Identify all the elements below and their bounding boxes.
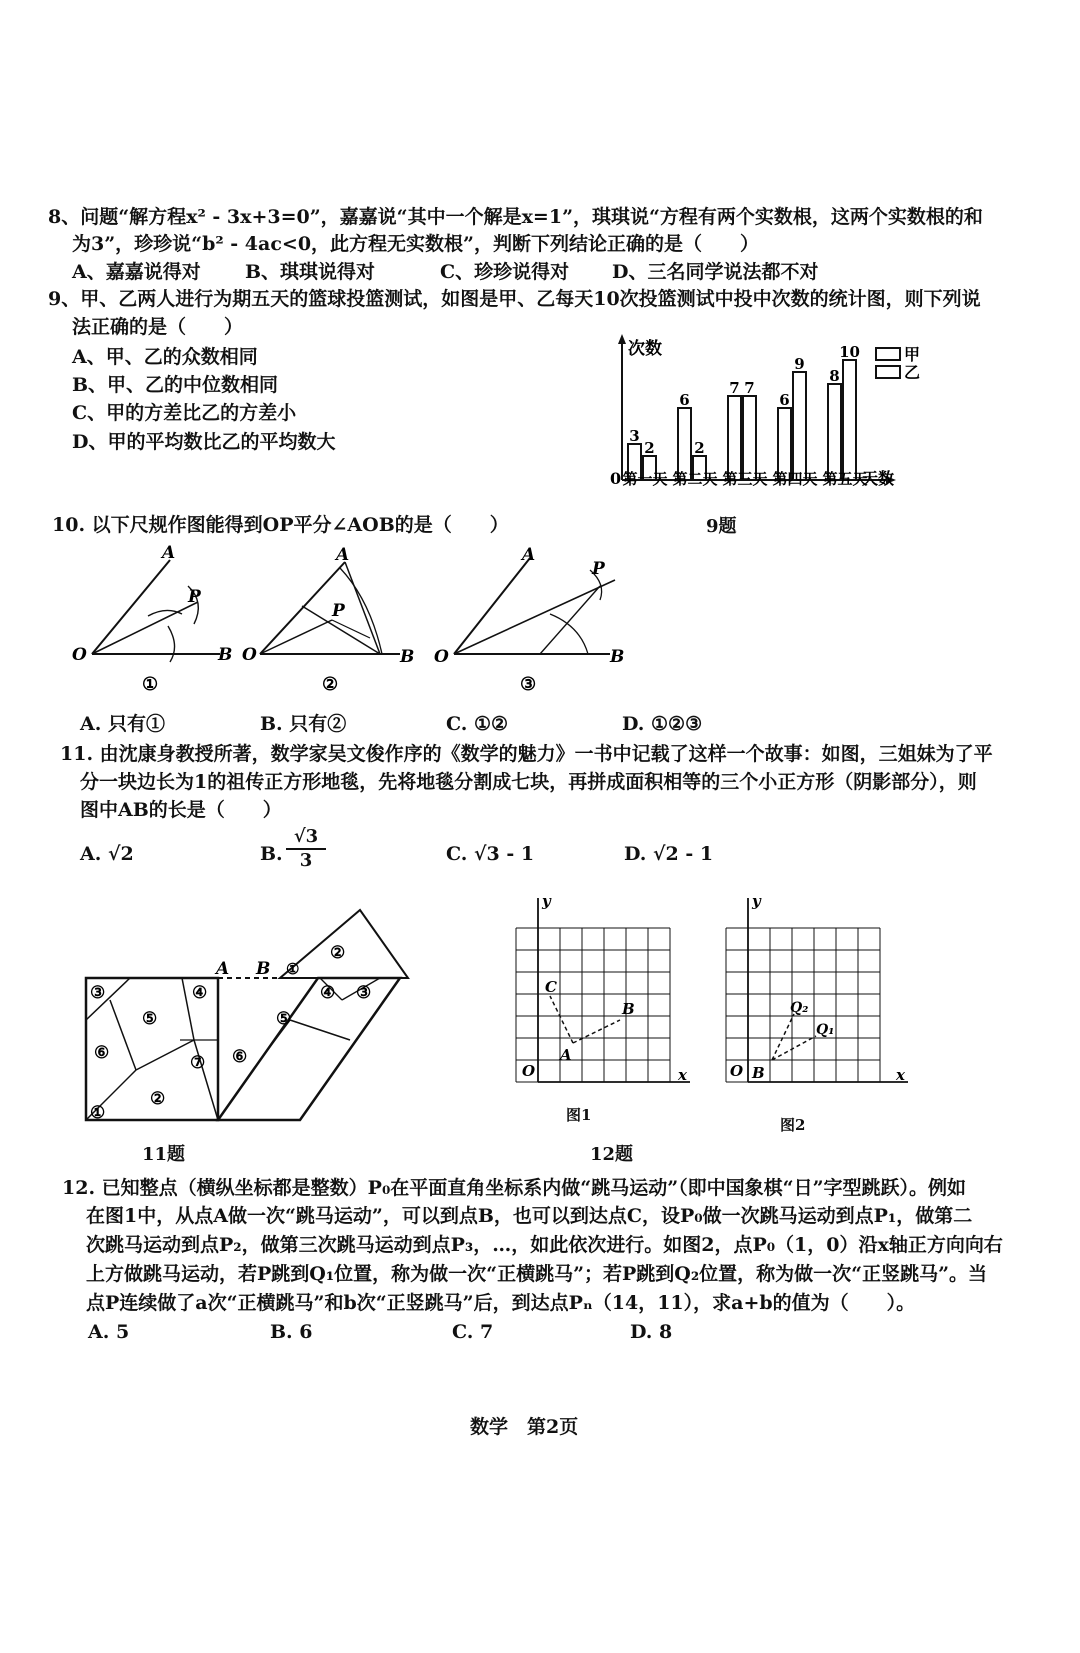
q12-f1-y: y — [542, 892, 551, 910]
q11-caption: 11题 — [142, 1144, 186, 1165]
q12-f2-O: O — [730, 1062, 744, 1080]
q11-option-d: D. √2 - 1 — [624, 843, 714, 865]
q11-figure — [80, 900, 420, 1130]
q10-f2-num: ② — [322, 674, 339, 695]
q12-f2-y: y — [752, 892, 761, 910]
bar-label-乙-5: 10 — [839, 343, 860, 361]
bar-label-乙-3: 7 — [744, 379, 755, 397]
q12-f2-B: B — [752, 1064, 765, 1082]
q10-f2-O: O — [242, 645, 257, 665]
q12-option-b: B. 6 — [270, 1321, 313, 1343]
q11-piece-7: ⑦ — [190, 1053, 206, 1073]
q11-piece-5a: ⑤ — [142, 1009, 158, 1029]
q10-option-a: A. 只有① — [80, 713, 165, 735]
bar-乙-3 — [743, 396, 756, 480]
q12-f1-A: A — [560, 1046, 572, 1064]
page-footer: 数学 第2页 — [470, 1416, 579, 1438]
q10-f1-A: A — [162, 543, 176, 563]
bar-甲-3 — [728, 396, 741, 480]
tick-label-5: 第五天 — [822, 470, 868, 488]
q12-line1: 12. 已知整点（横纵坐标都是整数）P₀在平面直角坐标系内做“跳马运动”（即中国象棋“日”字型跳跃）。例如 — [62, 1177, 966, 1199]
q9-caption: 9题 — [706, 516, 737, 537]
q11-piece-6a: ⑥ — [94, 1043, 110, 1063]
legend-swatch-甲 — [876, 348, 900, 360]
q10-f3-O: O — [434, 647, 449, 667]
bar-label-乙-2: 2 — [694, 439, 705, 457]
q12-f1-O: O — [522, 1062, 536, 1080]
q9-option-d: D、甲的平均数比乙的平均数大 — [72, 431, 336, 453]
q8-option-d: D、三名同学说法都不对 — [612, 261, 819, 283]
q10-option-c: C. ①② — [446, 713, 509, 735]
q12-f1-B: B — [622, 1000, 635, 1018]
q10-figures — [70, 540, 670, 700]
q8-line1: 8、问题“解方程x² - 3x+3=0”，嘉嘉说“其中一个解是x=1”，琪琪说“方程有两个实数根，这两个实数根的和 — [48, 206, 983, 228]
q11-line2: 分一块边长为1的祖传正方形地毯，先将地毯分割成七块，再拼成面积相等的三个小正方形（阴影部分），则 — [80, 771, 977, 793]
q12-caption: 12题 — [590, 1144, 634, 1165]
q12-line4: 上方做跳马运动，若P跳到Q₁位置，称为做一次“正横跳马”；若P跳到Q₂位置，称为做一次“正竖跳马”。当 — [86, 1263, 988, 1285]
q10-figure-2 — [242, 545, 414, 695]
q12-line2: 在图1中，从点A做一次“跳马运动”，可以到点B，也可以到达点C，设P₀做一次跳马运动到点P₁，做第二 — [86, 1205, 973, 1227]
q12-fig1-caption: 图1 — [566, 1106, 592, 1124]
chart-origin: 0 — [610, 469, 622, 488]
q11-option-c: C. √3 - 1 — [446, 843, 535, 865]
q10-f3-A: A — [522, 545, 536, 565]
q11-option-a: A. √2 — [80, 843, 134, 865]
bar-label-甲-2: 6 — [679, 391, 690, 409]
q10-f1-B: B — [218, 645, 233, 665]
q12-f1-x: x — [678, 1066, 687, 1084]
q10-f1-O: O — [72, 645, 87, 665]
chart-y-arrow — [618, 334, 626, 344]
q12-option-a: A. 5 — [88, 1321, 130, 1343]
q8-option-c: C、珍珍说得对 — [440, 261, 570, 283]
tick-label-3: 第三天 — [722, 470, 768, 488]
q11-line1: 11. 由沈康身教授所著，数学家吴文俊作序的《数学的魅力》一书中记载了这样一个故事：如图，三姐妹为了平 — [60, 743, 993, 765]
q11-piece-5b: ⑤ — [276, 1009, 292, 1029]
q11-line3: 图中AB的长是（ ） — [80, 799, 282, 821]
bar-label-甲-3: 7 — [729, 379, 740, 397]
q12-option-c: C. 7 — [452, 1321, 494, 1343]
q12-f2-Q2: Q₂ — [790, 1000, 809, 1016]
q10-figure-1 — [72, 543, 232, 695]
q9-option-b: B、甲、乙的中位数相同 — [72, 374, 279, 396]
chart-ylabel: 次数 — [628, 339, 662, 359]
q11-piece-2b: ② — [330, 943, 346, 963]
q10-figure-3 — [434, 545, 624, 695]
q10-f2-B: B — [400, 647, 415, 667]
bar-label-甲-5: 8 — [829, 367, 840, 385]
q8-option-a: A、嘉嘉说得对 — [72, 261, 201, 283]
q10-f1-P: P — [188, 587, 201, 607]
q11-label-A: A — [216, 959, 230, 979]
q11-piece-4b: ④ — [320, 983, 336, 1003]
q12-f2-Q1: Q₁ — [816, 1022, 835, 1038]
q11-piece-6b: ⑥ — [232, 1047, 248, 1067]
bar-label-乙-1: 2 — [644, 439, 655, 457]
chart-xlabel: 天数 — [862, 469, 895, 488]
q10-f3-P: P — [592, 559, 605, 579]
legend-label-甲: 甲 — [904, 345, 921, 364]
bar-乙-5 — [843, 360, 856, 480]
q12-line3: 次跳马运动到点P₂，做第三次跳马运动到点P₃，…，如此依次进行。如图2，点P₀（1，0）沿x轴正方向向右 — [86, 1234, 1003, 1256]
q9-option-c: C、甲的方差比乙的方差小 — [72, 402, 297, 424]
bar-乙-4 — [793, 372, 806, 480]
q10-f1-num: ① — [142, 674, 159, 695]
legend-swatch-乙 — [876, 366, 900, 378]
bar-label-甲-1: 3 — [629, 427, 640, 445]
q9-bar-chart — [600, 330, 930, 500]
q12-figures — [490, 890, 940, 1140]
q12-figure-1-grid — [516, 928, 670, 1082]
q10-f2-A: A — [336, 545, 350, 565]
q11-piece-1b: ① — [286, 960, 300, 978]
q9-line1: 9、甲、乙两人进行为期五天的篮球投篮测试，如图是甲、乙每天10次投篮测试中投中次数的统计图，则下列说 — [48, 288, 981, 310]
q12-fig2-caption: 图2 — [780, 1116, 806, 1134]
q11-piece-2a: ② — [150, 1089, 166, 1109]
q11-piece-1a: ① — [90, 1103, 106, 1123]
q10-option-b: B. 只有② — [260, 713, 347, 735]
q8-option-b: B、琪琪说得对 — [245, 261, 376, 283]
q11-piece-3a: ③ — [90, 983, 106, 1003]
q10-f3-num: ③ — [520, 674, 537, 695]
q10-stem: 10. 以下尺规作图能得到OP平分∠AOB的是（ ） — [52, 514, 509, 536]
q11-piece-4a: ④ — [192, 983, 208, 1003]
q12-f1-C: C — [545, 978, 557, 996]
q9-option-a: A、甲、乙的众数相同 — [72, 346, 258, 368]
tick-label-2: 第二天 — [672, 470, 718, 488]
q12-line5: 点P连续做了a次“正横跳马”和b次“正竖跳马”后，到达点Pₙ（14，11），求a+b的值为（ ）。 — [86, 1292, 916, 1314]
q11-option-b-prefix: B. — [260, 843, 283, 865]
q12-f2-x: x — [896, 1066, 905, 1084]
q10-f3-B: B — [610, 647, 625, 667]
bar-label-甲-4: 6 — [779, 391, 790, 409]
q11-option-b-fraction — [286, 826, 326, 872]
legend-label-乙: 乙 — [904, 363, 921, 382]
bar-label-乙-4: 9 — [794, 355, 805, 373]
q10-option-d: D. ①②③ — [622, 713, 703, 735]
tick-label-4: 第四天 — [772, 470, 818, 488]
q11-piece-3b: ③ — [356, 983, 372, 1003]
q10-f2-P: P — [332, 601, 345, 621]
q8-line2: 为3”，珍珍说“b² - 4ac<0，此方程无实数根”，判断下列结论正确的是（ ） — [72, 233, 759, 255]
q11-option-b-denominator: 3 — [299, 850, 313, 871]
bar-甲-5 — [828, 384, 841, 480]
q9-line2: 法正确的是（ ） — [72, 316, 244, 338]
q12-option-d: D. 8 — [630, 1321, 673, 1343]
tick-label-1: 第一天 — [622, 470, 668, 488]
q11-label-B: B — [256, 959, 271, 979]
q11-option-b-numerator: √3 — [286, 826, 326, 850]
